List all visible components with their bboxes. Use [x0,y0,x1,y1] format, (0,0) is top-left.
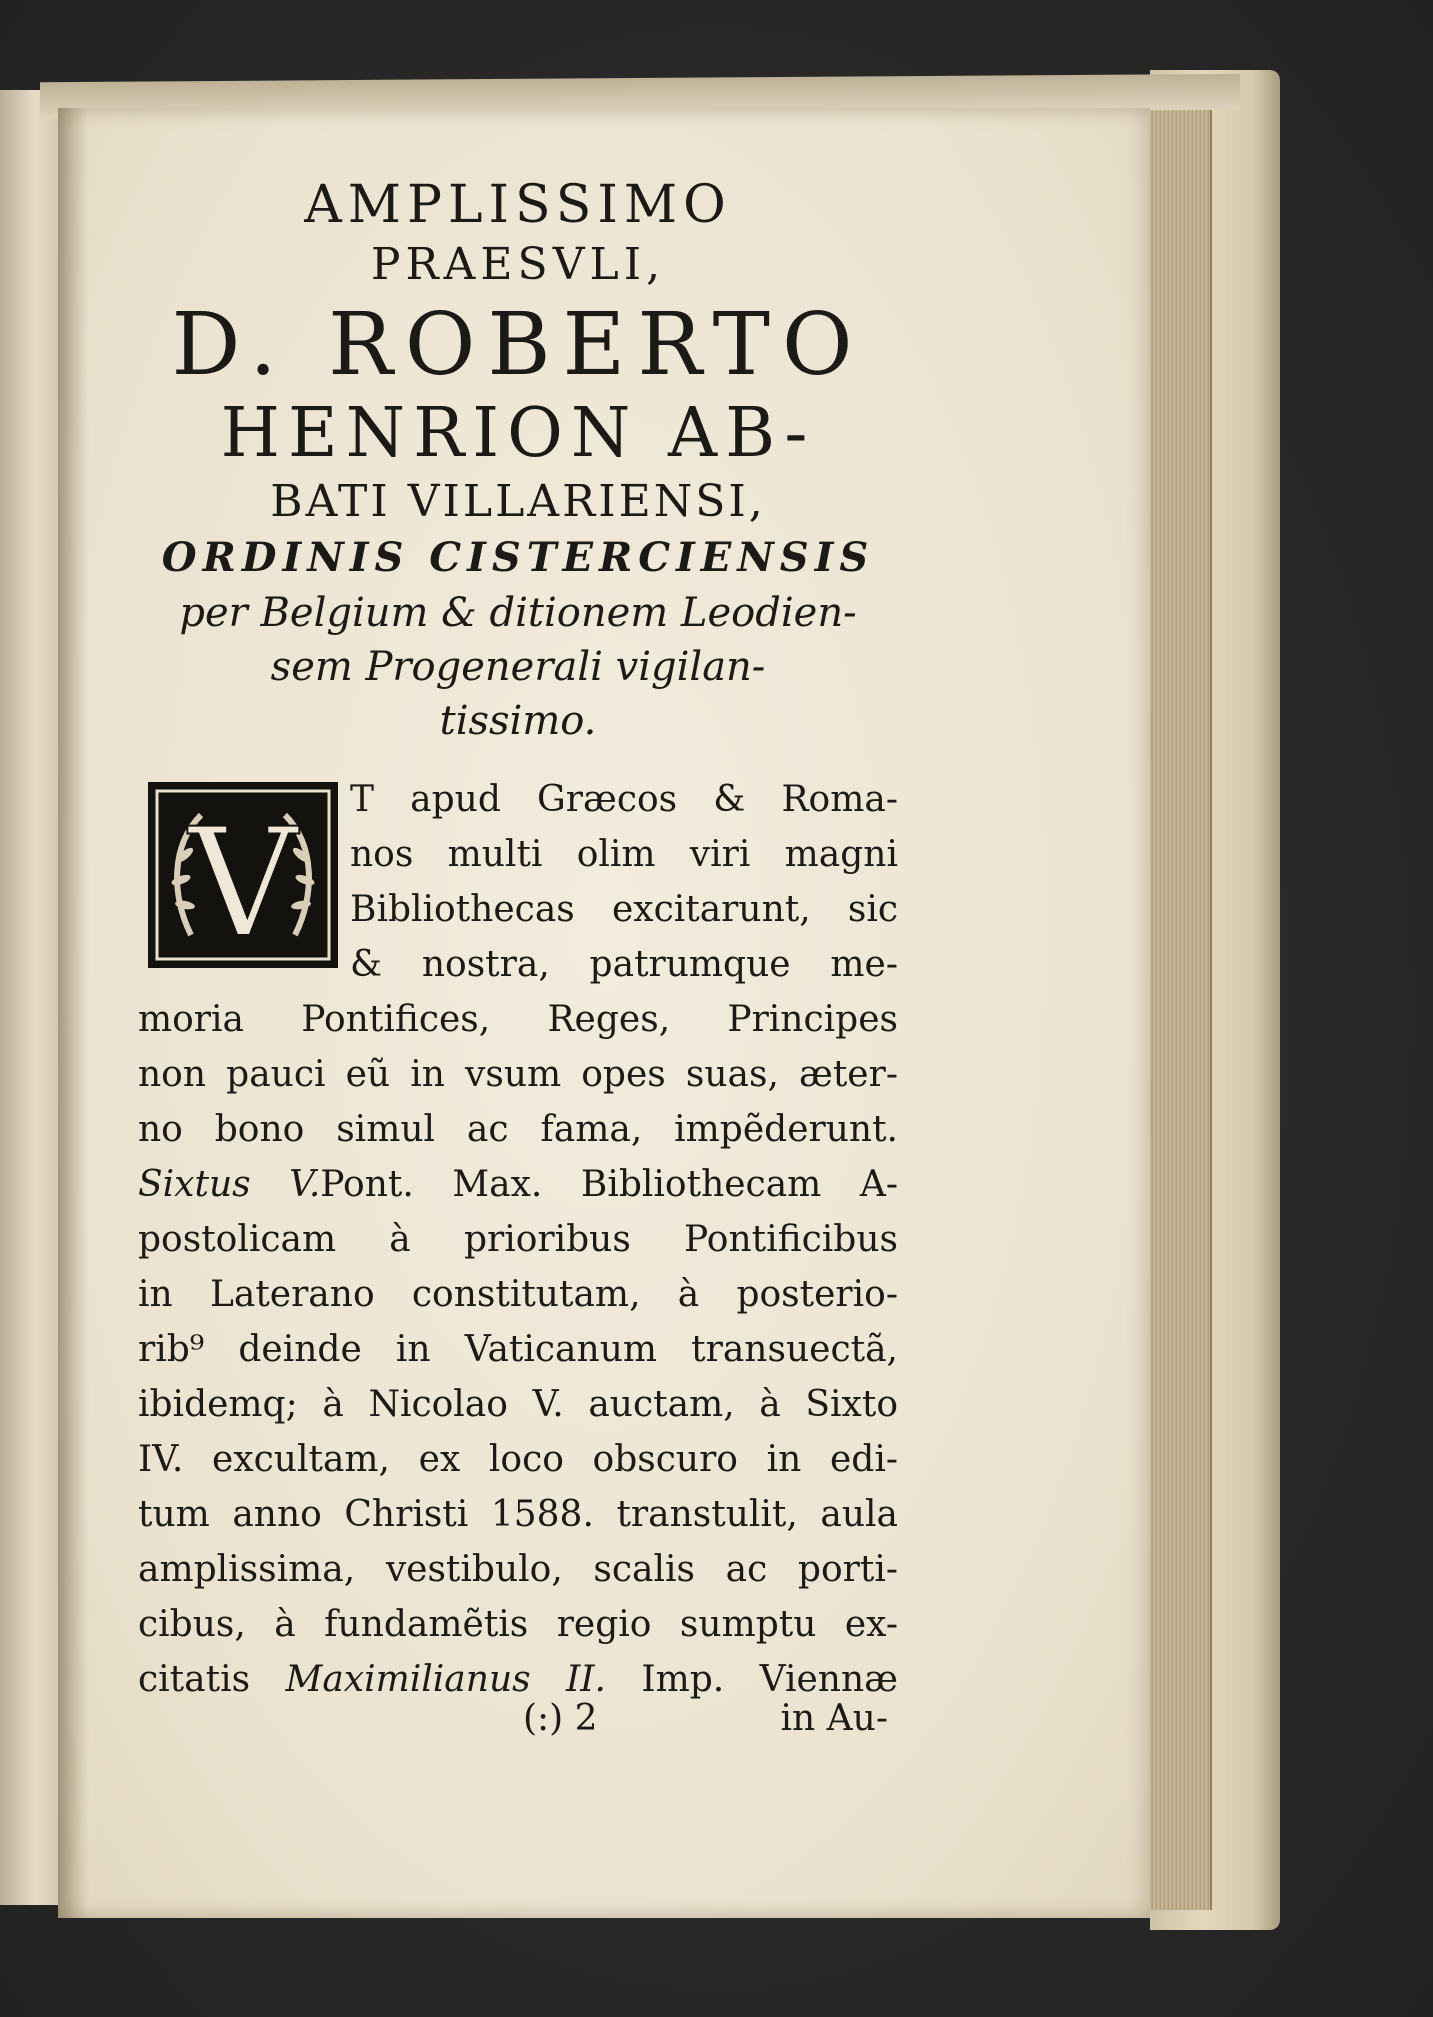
heading-line-1: AMPLISSIMO [304,175,732,235]
heading-line-8: sem Progenerali vigilan- [270,644,766,690]
body-line [138,1157,898,1212]
body-line: amplissima, vestibulo, scalis ac porti- [138,1549,898,1590]
body-line: in Laterano constitutam, à posterio- [138,1274,898,1315]
heading-line-4: HENRION AB- [220,394,816,473]
body-line: postolicam à prioribus Pontificibus [138,1219,898,1260]
gutter-shadow [58,108,88,1918]
page-footer [138,1698,898,1758]
facing-page-sliver [0,90,60,1905]
body-line: cibus, à fundamẽtis regio sumptu ex- [138,1604,898,1645]
italic-name: Maximilianus II. [285,1659,606,1700]
heading-line-2: PRAESVLI, [370,239,666,290]
heading-line-9: tissimo. [439,698,597,744]
body-line-end: Imp. Viennæ [641,1659,898,1700]
body-line: rib⁹ deinde in Vaticanum transuectã, [138,1329,898,1370]
body-line-start: citatis [138,1659,251,1700]
body-line: nos multi olim viri magni [350,834,898,875]
page-fore-edge [1140,110,1212,1910]
initial-letter: V [188,797,298,965]
body-line: IV. excultam, ex loco obscuro in edi- [138,1439,898,1480]
catchword: in Au- [780,1698,888,1739]
body-line: tum anno Christi 1588. transtulit, aula [138,1494,898,1535]
body-line: non pauci eũ in vsum opes suas, æter- [138,1054,898,1095]
body-line: T apud Græcos & Roma- [350,779,898,820]
dedication-heading [138,175,898,748]
italic-name: Sixtus V. [138,1164,321,1205]
body-line: Bibliothecas excitarunt, sic [350,889,898,930]
body-line: moria Pontifices, Reges, Principes [138,999,898,1040]
body-line: & nostra, patrumque me- [350,944,898,985]
body-text [138,772,898,1707]
heading-line-6: ORDINIS CISTERCIENSIS [161,534,875,581]
body-line-rest: Pont. Max. Bibliothecam A- [320,1164,898,1205]
heading-line-3: D. ROBERTO [171,295,865,395]
heading-line-5: BATI VILLARIENSI, [270,476,766,527]
signature-mark: (:) 2 [523,1698,598,1739]
heading-line-7: per Belgium & ditionem Leodien- [179,590,857,636]
body-line: no bono simul ac fama, impẽderunt. [138,1109,898,1150]
body-line: ibidemq; à Nicolao V. auctam, à Sixto [138,1384,898,1425]
